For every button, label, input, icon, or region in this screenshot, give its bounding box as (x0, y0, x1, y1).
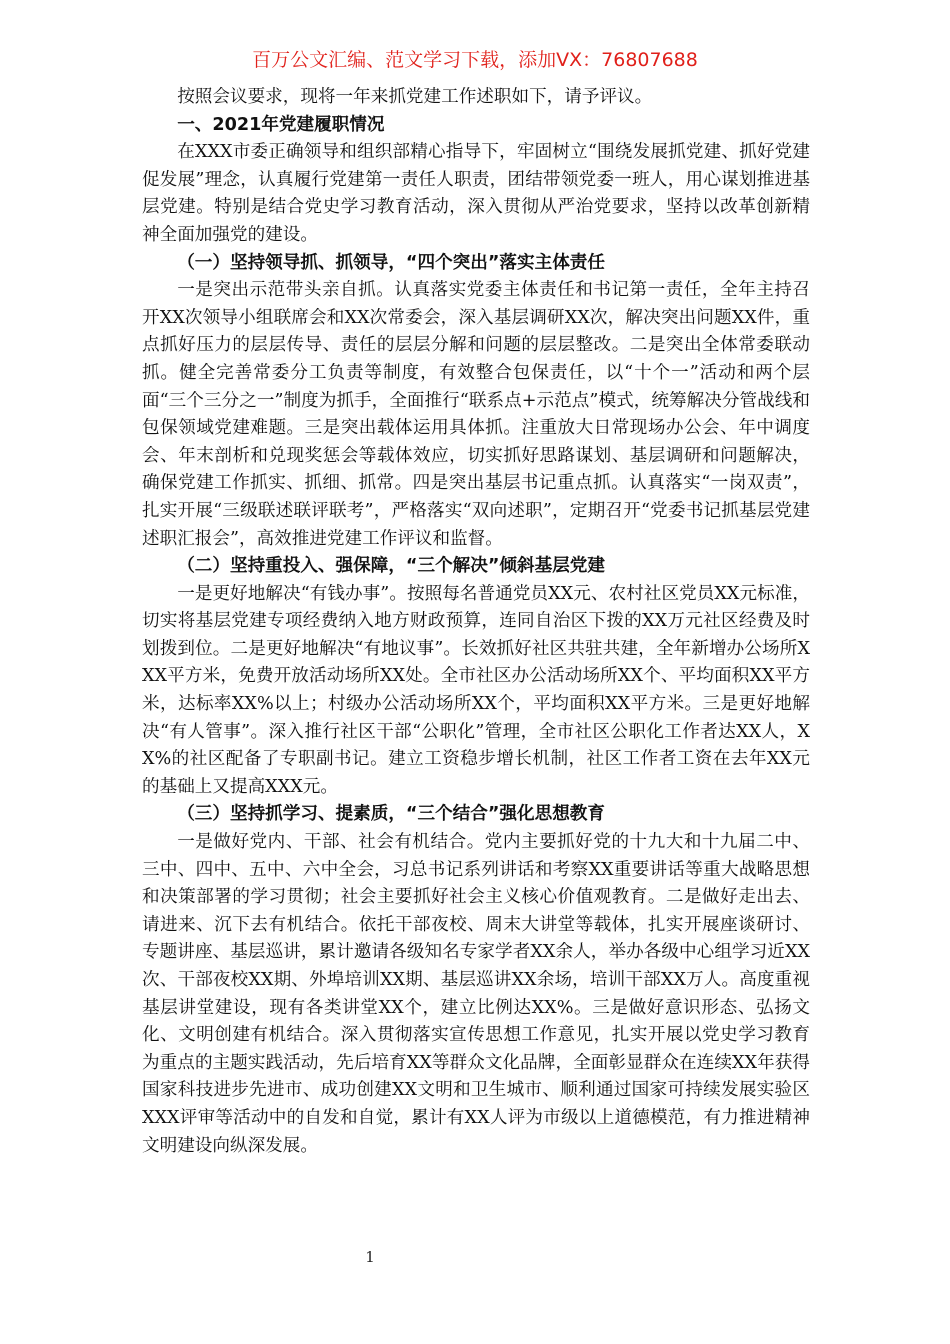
document-body (142, 84, 810, 1160)
subsection-heading-3: （三）坚持抓学习、提素质，“三个结合”强化思想教育 (177, 804, 605, 825)
intro-paragraph: 按照会议要求，现将一年来抓党建工作述职如下，请予评议。 (177, 87, 653, 107)
subsection-heading-2: （二）坚持重投入、强保障，“三个解决”倾斜基层党建 (177, 556, 605, 577)
subsection-paragraph-2: 一是更好地解决“有钱办事”。按照每名普通党员XX元、农村社区党员XX元标准，切实将基层党建专项经费纳入地方财政预算，连同自治区下拨的XX万元社区经费及时划拨到位。二是更好地解决“有地议事”。长效抓好社区共驻共建，全年新增办公场所XXX平方米，免费开放活动场所XX处。全市社区办公活动场所XX个、平均面积XX平方米，达标率XX%以上；村级办公活动场所XX个，平均面积XX平方米。三是更好地解决“有人管事”。深入推行社区干部“公职化”管理，全市社区公职化工作者达XX人，XX%的社区配备了专职副书记。建立工资稳步增长机制，社区工作者工资在去年XX元的基础上又提高XXX元。 (142, 583, 810, 797)
section-paragraph-1: 在XXX市委正确领导和组织部精心指导下，牢固树立“围绕发展抓党建、抓好党建促发展”理念，认真履行党建第一责任人职责，团结带领党委一班人，用心谋划推进基层党建。特别是结合党史学习教育活动，深入贯彻从严治党要求，坚持以改革创新精神全面加强党的建设。 (142, 142, 810, 245)
subsection-paragraph-1: 一是突出示范带头亲自抓。认真落实党委主体责任和书记第一责任，全年主持召开XX次领导小组联席会和XX次常委会，深入基层调研XX次，解决突出问题XX件，重点抓好压力的层层传导、责任的层层分解和问题的层层整改。二是突出全体常委联动抓。健全完善常委分工负责等制度，有效整合包保责任，以“十个一”活动和两个层面“三个三分之一”制度为抓手，全面推行“联系点+示范点”模式，统筹解决分管战线和包保领域党建难题。三是突出载体运用具体抓。注重放大日常现场办公会、年中调度会、年末剖析和兑现奖惩会等载体效应，切实抓好思路谋划、基层调研和问题解决，确保党建工作抓实、抓细、抓常。四是突出基层书记重点抓。认真落实“一岗双责”，扎实开展“三级联述联评联考”，严格落实“双向述职”，定期召开“党委书记抓基层党建述职汇报会”，高效推进党建工作评议和监督。 (142, 280, 810, 549)
page-number: 1 (365, 1248, 375, 1266)
section-heading-1: 一、2021年党建履职情况 (177, 114, 385, 135)
subsection-heading-1: （一）坚持领导抓、抓领导，“四个突出”落实主体责任 (177, 252, 605, 273)
subsection-paragraph-3: 一是做好党内、干部、社会有机结合。党内主要抓好党的十九大和十九届二中、三中、四中、五中、六中全会，习总书记系列讲话和考察XX重要讲话等重大战略思想和决策部署的学习贯彻；社会主要抓好社会主义核心价值观教育。二是做好走出去、请进来、沉下去有机结合。依托干部夜校、周末大讲堂等载体，扎实开展座谈研讨、专题讲座、基层巡讲，累计邀请各级知名专家学者XX余人，举办各级中心组学习近XX次、干部夜校XX期、外埠培训XX期、基层巡讲XX余场，培训干部XX万人。高度重视基层讲堂建设，现有各类讲堂XX个，建立比例达XX%。三是做好意识形态、弘扬文化、文明创建有机结合。深入贯彻落实宣传思想工作意见，扎实开展以党史学习教育为重点的主题实践活动，先后培育XX等群众文化品牌，全面彰显群众在连续XX年获得国家科技进步先进市、成功创建XX文明和卫生城市、顺利通过国家可持续发展实验区XXX评审等活动中的自发和自觉，累计有XX人评为市级以上道德模范，有力推进精神文明建设向纵深发展。 (142, 832, 810, 1156)
watermark-banner: 百万公文汇编、范文学习下载，添加VX：76807688 (252, 49, 698, 71)
